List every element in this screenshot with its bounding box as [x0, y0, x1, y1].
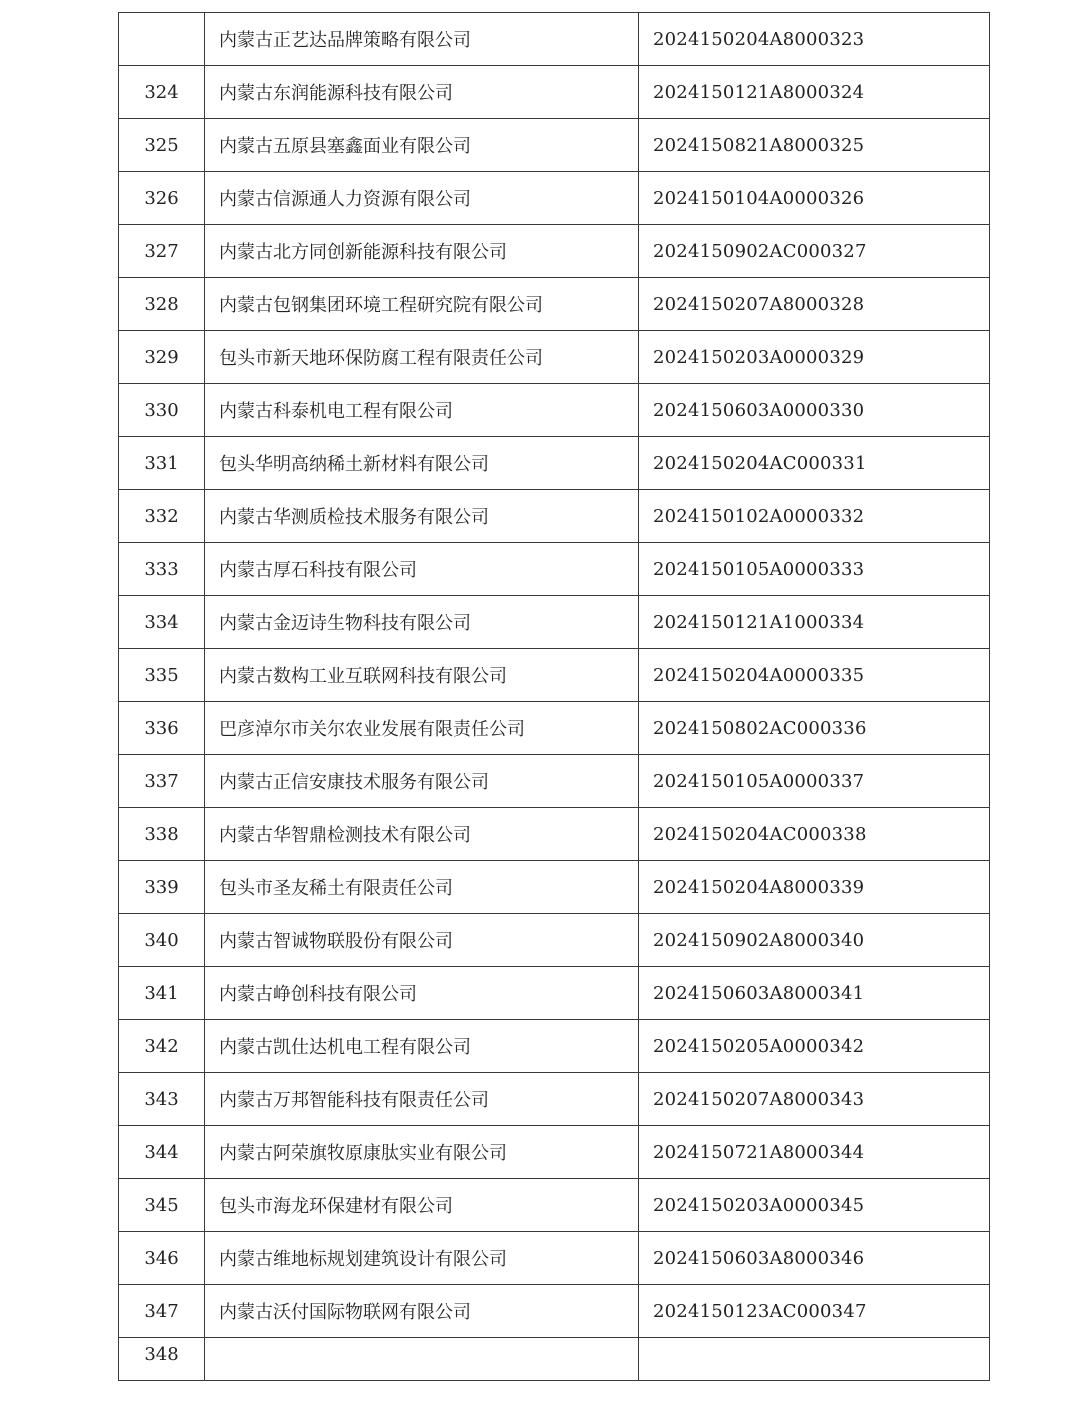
- row-number: 345: [119, 1179, 205, 1232]
- row-number: 338: [119, 808, 205, 861]
- registration-code: 2024150203A0000345: [639, 1179, 990, 1232]
- table-row: [119, 278, 990, 331]
- registration-code: 2024150721A8000344: [639, 1126, 990, 1179]
- table-row: [119, 543, 990, 596]
- registration-code: 2024150104A0000326: [639, 172, 990, 225]
- registration-code: 2024150802AC000336: [639, 702, 990, 755]
- row-number: 324: [119, 66, 205, 119]
- registration-code: 2024150102A0000332: [639, 490, 990, 543]
- table-row: [119, 119, 990, 172]
- registration-code: [639, 1338, 990, 1381]
- table-row: [119, 66, 990, 119]
- registration-code: 2024150207A8000343: [639, 1073, 990, 1126]
- registration-code: 2024150121A8000324: [639, 66, 990, 119]
- registration-code: 2024150603A8000346: [639, 1232, 990, 1285]
- table-row: [119, 808, 990, 861]
- company-name: 包头市新天地环保防腐工程有限责任公司: [205, 331, 639, 384]
- table-row: [119, 861, 990, 914]
- registration-code: 2024150207A8000328: [639, 278, 990, 331]
- table-row: [119, 172, 990, 225]
- table-row: [119, 1285, 990, 1338]
- registration-code: 2024150205A0000342: [639, 1020, 990, 1073]
- company-name: 内蒙古五原县塞鑫面业有限公司: [205, 119, 639, 172]
- row-number: 337: [119, 755, 205, 808]
- company-name: 内蒙古万邦智能科技有限责任公司: [205, 1073, 639, 1126]
- row-number: 346: [119, 1232, 205, 1285]
- company-name: 包头华明高纳稀土新材料有限公司: [205, 437, 639, 490]
- company-name: 内蒙古北方同创新能源科技有限公司: [205, 225, 639, 278]
- registration-code: 2024150204AC000331: [639, 437, 990, 490]
- table-row: [119, 755, 990, 808]
- company-name: 包头市海龙环保建材有限公司: [205, 1179, 639, 1232]
- row-number: 335: [119, 649, 205, 702]
- row-number: 330: [119, 384, 205, 437]
- table-row: [119, 1179, 990, 1232]
- row-number: 328: [119, 278, 205, 331]
- row-number: 344: [119, 1126, 205, 1179]
- company-name: 内蒙古沃付国际物联网有限公司: [205, 1285, 639, 1338]
- table-row: [119, 914, 990, 967]
- row-number: 341: [119, 967, 205, 1020]
- table-row: [119, 225, 990, 278]
- company-name: 包头市圣友稀土有限责任公司: [205, 861, 639, 914]
- registration-table: [118, 12, 990, 1381]
- table-row: [119, 1126, 990, 1179]
- table-row: [119, 13, 990, 66]
- row-number: 347: [119, 1285, 205, 1338]
- company-name: 内蒙古华智鼎检测技术有限公司: [205, 808, 639, 861]
- registration-code: 2024150123AC000347: [639, 1285, 990, 1338]
- registration-code: 2024150204AC000338: [639, 808, 990, 861]
- table-row: [119, 596, 990, 649]
- table-row: [119, 649, 990, 702]
- table-row: [119, 1073, 990, 1126]
- row-number: 336: [119, 702, 205, 755]
- row-number: 340: [119, 914, 205, 967]
- row-number: 329: [119, 331, 205, 384]
- company-name: 内蒙古正信安康技术服务有限公司: [205, 755, 639, 808]
- company-name: 内蒙古包钢集团环境工程研究院有限公司: [205, 278, 639, 331]
- row-number: 342: [119, 1020, 205, 1073]
- table-row: [119, 437, 990, 490]
- company-name: 内蒙古峥创科技有限公司: [205, 967, 639, 1020]
- registration-code: 2024150105A0000337: [639, 755, 990, 808]
- company-name: 内蒙古阿荣旗牧原康肽实业有限公司: [205, 1126, 639, 1179]
- row-number: 332: [119, 490, 205, 543]
- registration-code: 2024150204A8000323: [639, 13, 990, 66]
- company-name: 内蒙古正艺达品牌策略有限公司: [205, 13, 639, 66]
- table-row: [119, 702, 990, 755]
- registration-code: 2024150821A8000325: [639, 119, 990, 172]
- company-name: 巴彦淖尔市关尔农业发展有限责任公司: [205, 702, 639, 755]
- table-body: [119, 13, 990, 1381]
- company-name: 内蒙古维地标规划建筑设计有限公司: [205, 1232, 639, 1285]
- table-row: [119, 331, 990, 384]
- company-name: 内蒙古凯仕达机电工程有限公司: [205, 1020, 639, 1073]
- registration-code: 2024150105A0000333: [639, 543, 990, 596]
- registration-code: 2024150603A8000341: [639, 967, 990, 1020]
- company-name: 内蒙古信源通人力资源有限公司: [205, 172, 639, 225]
- table-row: [119, 384, 990, 437]
- row-number: 331: [119, 437, 205, 490]
- company-name: 内蒙古数构工业互联网科技有限公司: [205, 649, 639, 702]
- row-number: 348: [119, 1338, 205, 1381]
- company-name: 内蒙古智诚物联股份有限公司: [205, 914, 639, 967]
- table-row: [119, 1232, 990, 1285]
- registration-code: 2024150603A0000330: [639, 384, 990, 437]
- row-number: 327: [119, 225, 205, 278]
- row-number: 339: [119, 861, 205, 914]
- row-number: 343: [119, 1073, 205, 1126]
- registration-code: 2024150902AC000327: [639, 225, 990, 278]
- company-name: 内蒙古厚石科技有限公司: [205, 543, 639, 596]
- table-row: [119, 1338, 990, 1381]
- company-name: [205, 1338, 639, 1381]
- registration-code: 2024150204A0000335: [639, 649, 990, 702]
- table-row: [119, 967, 990, 1020]
- company-name: 内蒙古华测质检技术服务有限公司: [205, 490, 639, 543]
- row-number: 333: [119, 543, 205, 596]
- company-name: 内蒙古东润能源科技有限公司: [205, 66, 639, 119]
- company-name: 内蒙古金迈诗生物科技有限公司: [205, 596, 639, 649]
- company-name: 内蒙古科泰机电工程有限公司: [205, 384, 639, 437]
- registration-code: 2024150204A8000339: [639, 861, 990, 914]
- row-number: 334: [119, 596, 205, 649]
- registration-code: 2024150203A0000329: [639, 331, 990, 384]
- table-row: [119, 1020, 990, 1073]
- row-number: 326: [119, 172, 205, 225]
- table-row: [119, 490, 990, 543]
- row-number: [119, 13, 205, 66]
- registration-code: 2024150902A8000340: [639, 914, 990, 967]
- row-number: 325: [119, 119, 205, 172]
- registration-code: 2024150121A1000334: [639, 596, 990, 649]
